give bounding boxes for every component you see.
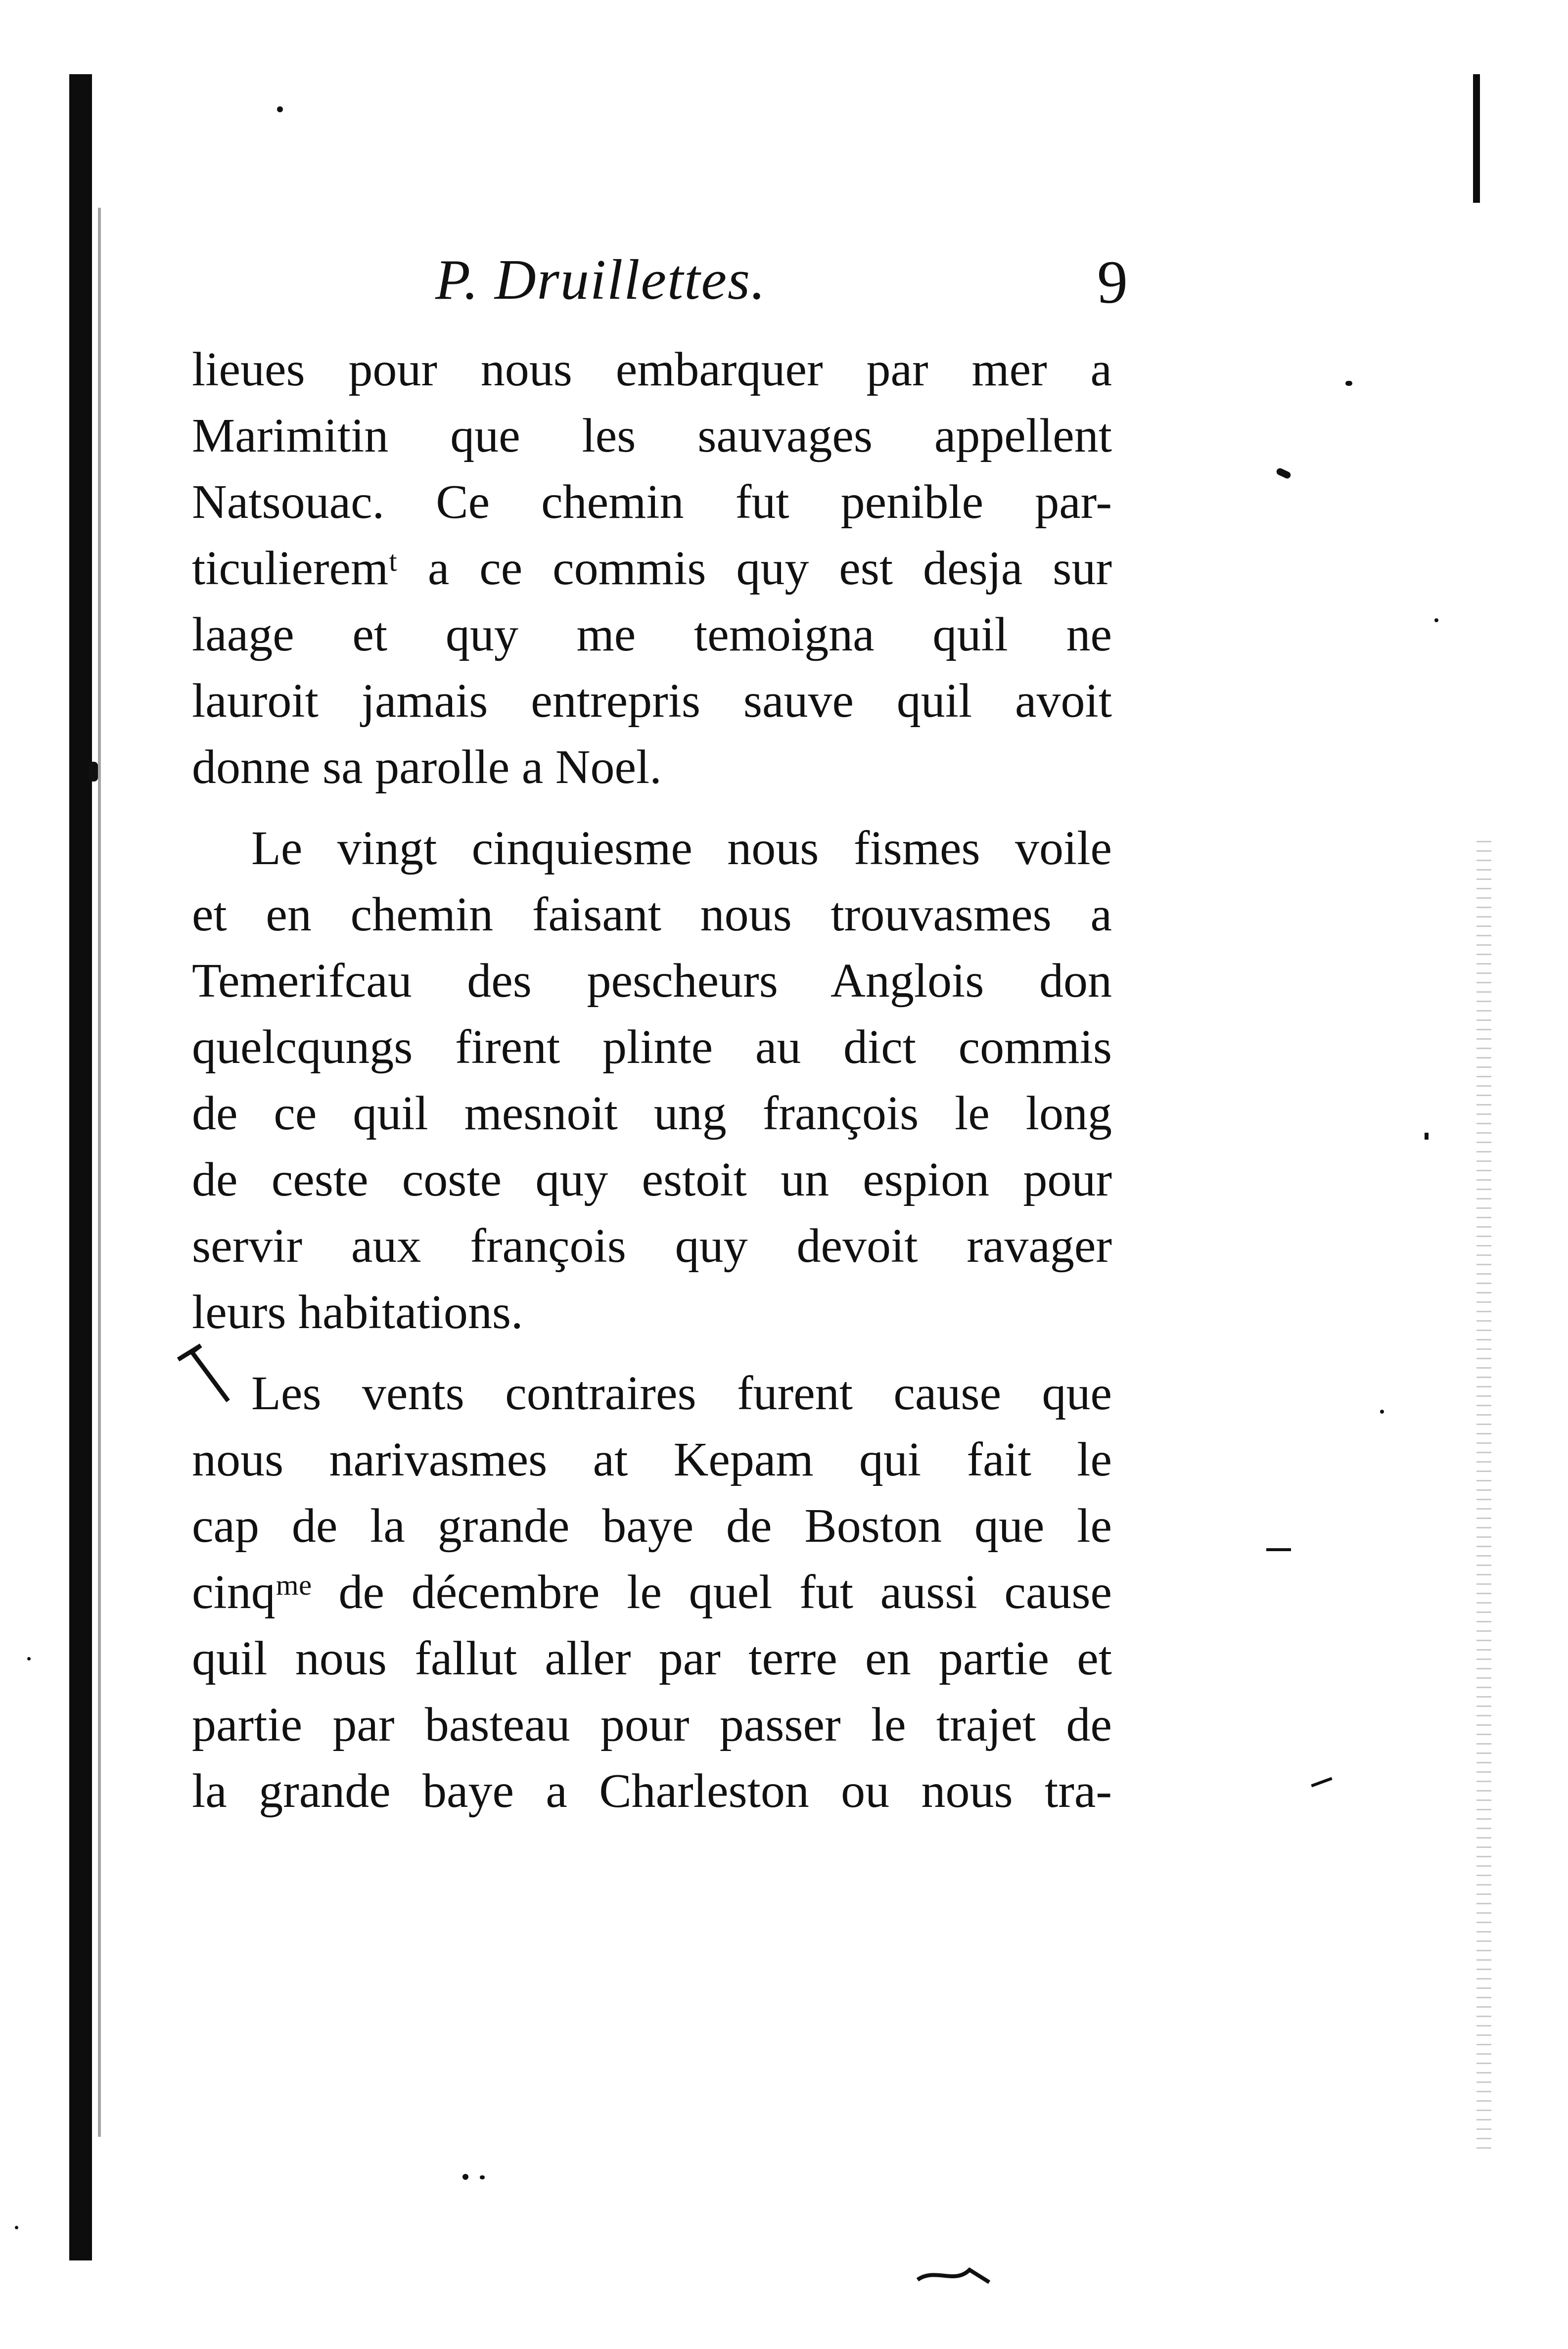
ink-speck	[1434, 618, 1438, 622]
text-line: Les vents contraires furent cause que	[251, 1367, 1112, 1420]
ink-speck	[1275, 467, 1291, 479]
text-line: Marimitin que les sauvages appellent	[192, 409, 1112, 462]
ink-speck	[27, 1657, 31, 1660]
text-line: partie par basteau pour passer le trajet de	[192, 1698, 1112, 1751]
paragraph-2	[192, 815, 1112, 1345]
text-line: cap de la grande baye de Boston que le	[192, 1499, 1112, 1553]
text-line: donne sa parolle a Noel.	[192, 740, 662, 794]
ink-speck	[1425, 1133, 1429, 1140]
text-line: et en chemin faisant nous trouvasmes a	[192, 888, 1112, 941]
ink-speck	[1380, 1410, 1384, 1414]
paragraph-gap	[192, 800, 1112, 815]
text-line: nous narivasmes at Kepam qui fait le	[192, 1433, 1112, 1486]
page-edge-shadow-right	[1473, 74, 1480, 203]
paragraph-3	[192, 1360, 1112, 1824]
text-line: Le vingt cinquiesme nous fismes voile	[251, 822, 1112, 875]
text-line: Natsouac. Ce chemin fut penible par-	[192, 475, 1112, 529]
text-line: lauroit jamais entrepris sauve quil avoit	[192, 674, 1112, 728]
text-line: quelcqungs firent plinte au dict commis	[192, 1020, 1112, 1074]
page-edge-speckle-right	[1476, 841, 1491, 2152]
bottom-flourish-mark	[915, 2256, 994, 2300]
ink-speck	[480, 2175, 485, 2179]
paragraph-gap	[192, 1345, 1112, 1360]
body-text	[192, 336, 1112, 1824]
text-line: laage et quy me temoigna quil ne	[192, 608, 1112, 661]
text-line: cinqᵐᵉ de décembre le quel fut aussi cause	[192, 1566, 1112, 1619]
ink-speck	[1345, 381, 1352, 386]
text-line: ticulieremᵗ a ce commis quy est desja sur	[192, 542, 1112, 595]
page-header	[435, 237, 1128, 322]
ink-speck	[1266, 1548, 1291, 1551]
page-number: 9	[1097, 248, 1128, 316]
text-line: servir aux françois quy devoit ravager	[192, 1219, 1112, 1273]
text-line: quil nous fallut aller par terre en partie et	[192, 1632, 1112, 1685]
ink-speck	[89, 762, 98, 782]
running-head: P. Druillettes.	[435, 248, 767, 312]
text-line: de ceste coste quy estoit un espion pour	[192, 1153, 1112, 1206]
ink-speck	[462, 2174, 468, 2180]
ink-speck	[277, 106, 283, 112]
text-line: la grande baye a Charleston ou nous tra-	[192, 1764, 1112, 1818]
paragraph-1	[192, 336, 1112, 800]
page-gutter-shadow-left	[69, 74, 92, 2260]
text-line: de ce quil mesnoit ung françois le long	[192, 1087, 1112, 1140]
text-line: leurs habitations.	[192, 1286, 523, 1339]
text-line: lieues pour nous embarquer par mer a	[192, 343, 1112, 396]
text-line: Temerifcau des pescheurs Anglois don	[192, 954, 1112, 1008]
ink-speck	[1311, 1777, 1332, 1788]
page-gutter-line-left	[98, 208, 101, 2137]
ink-speck	[15, 2226, 18, 2229]
